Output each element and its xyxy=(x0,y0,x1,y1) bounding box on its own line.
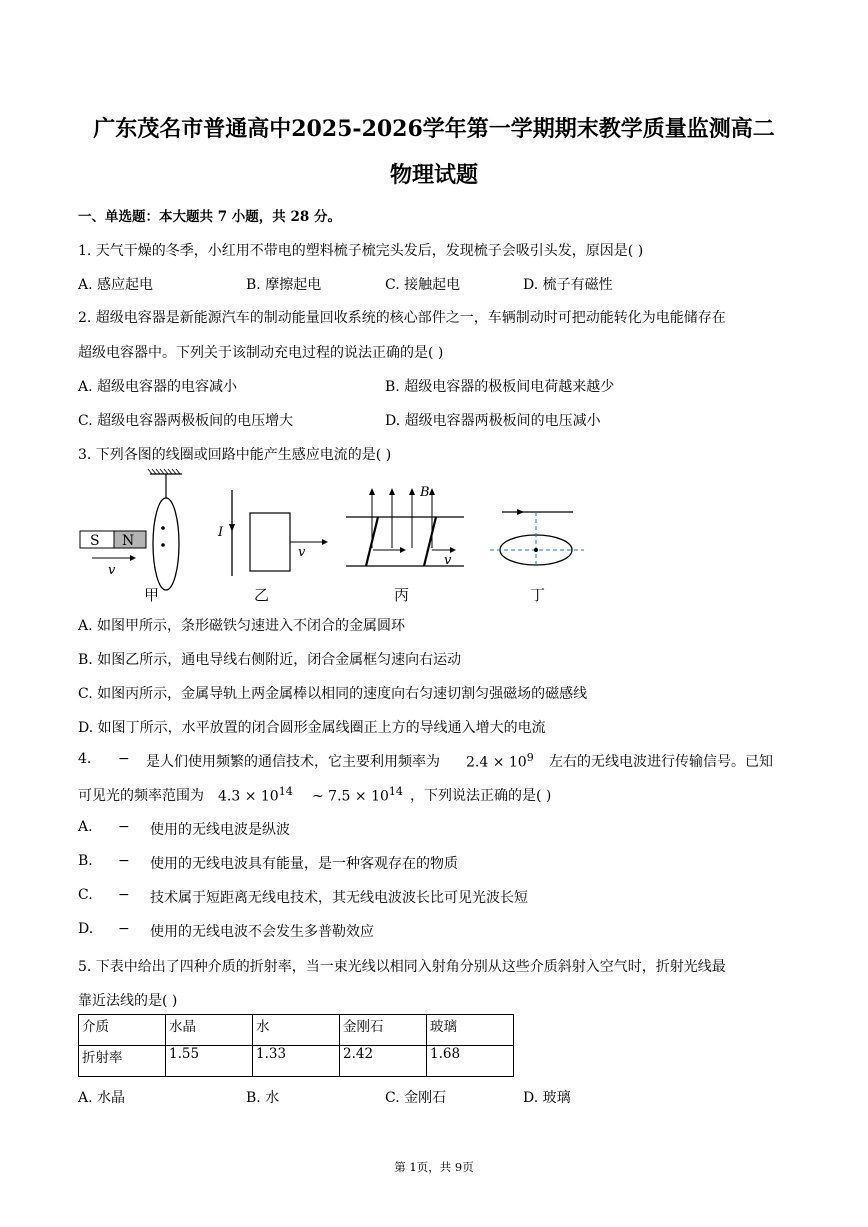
table-cell: 介质 xyxy=(79,1015,166,1046)
table-cell: 2.42 xyxy=(340,1046,427,1077)
question-4-number: 4. xyxy=(78,751,92,767)
question-3-figure xyxy=(70,468,600,610)
figure-jia xyxy=(80,469,182,604)
visible-light-high xyxy=(312,785,403,805)
high-base: ~ 7.5 × 10 xyxy=(312,788,389,805)
magnet-s-label: S xyxy=(90,533,100,549)
question-1-option-d: D. 梳子有磁性 xyxy=(523,277,613,293)
question-4-text-2: 左右的无线电波进行传输信号。已知 xyxy=(549,754,773,770)
section-heading: 一、单选题：本大题共 7 小题，共 28 分。 xyxy=(78,209,341,225)
question-5-stem-line2: 靠近法线的是( ) xyxy=(78,993,178,1009)
question-4-option-a: 使用的无线电波是纵波 xyxy=(150,822,290,838)
question-4-option-b-label: B. xyxy=(78,853,93,869)
caption-yi: 乙 xyxy=(254,586,270,604)
frequency-base: 2.4 × 10 xyxy=(466,754,527,771)
question-4-option-c-label: C. xyxy=(78,887,93,903)
question-4-option-d-dash: − xyxy=(118,921,130,937)
question-2-option-d: D. 超级电容器两极板间的电压减小 xyxy=(385,413,601,429)
question-4-text-4: ，下列说法正确的是( ) xyxy=(410,788,552,804)
question-4-option-a-dash: − xyxy=(118,819,130,835)
question-3-option-c: C. 如图丙所示，金属导轨上两金属棒以相同的速度向右匀速切割匀强磁场的磁感线 xyxy=(78,686,588,702)
table-cell: 玻璃 xyxy=(427,1015,514,1046)
table-cell: 折射率 xyxy=(79,1046,166,1077)
question-4-dash: − xyxy=(118,751,130,767)
question-2-option-b: B. 超级电容器的极板间电荷越来越少 xyxy=(385,379,615,395)
question-4-frequency xyxy=(466,751,534,771)
figure-bing xyxy=(346,485,464,604)
question-4-text-1: 是人们使用频繁的通信技术，它主要利用频率为 xyxy=(146,754,440,770)
question-4-option-a-label: A. xyxy=(78,819,93,835)
question-3-option-d: D. 如图丁所示，水平放置的闭合圆形金属线圈正上方的导线通入增大的电流 xyxy=(78,720,546,736)
table-cell: 1.55 xyxy=(166,1046,253,1077)
low-base: 4.3 × 10 xyxy=(218,788,279,805)
question-4-option-b-dash: − xyxy=(118,853,130,869)
field-label: B xyxy=(420,485,430,500)
table-row xyxy=(79,1015,514,1046)
table-cell: 金刚石 xyxy=(340,1015,427,1046)
question-5-stem-line1: 5. 下表中给出了四种介质的折射率，当一束光线以相同入射角分别从这些介质斜射入空气时，折射光线最 xyxy=(78,959,726,975)
table-row xyxy=(79,1046,514,1077)
question-1-option-a: A. 感应起电 xyxy=(78,277,154,293)
question-1-stem: 1. 天气干燥的冬季，小红用不带电的塑料梳子梳完头发后，发现梳子会吸引头发，原因是( ) xyxy=(78,243,644,259)
table-cell: 1.33 xyxy=(253,1046,340,1077)
question-2-stem-line1: 2. 超级电容器是新能源汽车的制动能量回收系统的核心部件之一，车辆制动时可把动能转化为电能储存在 xyxy=(78,310,726,326)
frequency-exponent: 9 xyxy=(526,751,534,764)
question-3-stem: 3. 下列各图的线圈或回路中能产生感应电流的是( ) xyxy=(78,447,392,463)
question-5-option-a: A. 水晶 xyxy=(78,1090,126,1106)
question-4-option-b: 使用的无线电波具有能量，是一种客观存在的物质 xyxy=(150,856,458,872)
velocity-label-jia: v xyxy=(108,563,116,578)
current-label: I xyxy=(218,525,224,540)
caption-jia: 甲 xyxy=(144,586,160,604)
page-footer: 第 1页，共 9页 xyxy=(394,1160,474,1174)
question-4-text-3: 可见光的频率范围为 xyxy=(78,788,204,804)
question-4-option-c: 技术属于短距离无线电技术，其无线电波波长比可见光波长短 xyxy=(150,890,528,906)
caption-bing: 丙 xyxy=(394,586,410,604)
question-3-option-b: B. 如图乙所示，通电导线右侧附近，闭合金属框匀速向右运动 xyxy=(78,652,462,668)
question-3-option-a: A. 如图甲所示，条形磁铁匀速进入不闭合的金属圆环 xyxy=(78,618,406,634)
question-5-option-c: C. 金刚石 xyxy=(385,1090,447,1106)
page-title: 广东茂名市普通高中2025-2026学年第一学期期末教学质量监测高二 xyxy=(93,116,775,142)
figure-ding xyxy=(490,509,584,604)
figure-yi xyxy=(217,490,328,604)
question-4-option-d-label: D. xyxy=(78,921,94,937)
page-subtitle: 物理试题 xyxy=(389,162,478,188)
question-5-option-b: B. 水 xyxy=(246,1090,280,1106)
table-cell: 水晶 xyxy=(166,1015,253,1046)
magnet-n-label: N xyxy=(122,533,135,549)
question-2-option-c: C. 超级电容器两极板间的电压增大 xyxy=(78,413,294,429)
question-2-option-a: A. 超级电容器的电容减小 xyxy=(78,379,238,395)
question-1-option-c: C. 接触起电 xyxy=(385,277,461,293)
low-exponent: 14 xyxy=(278,785,293,798)
high-exponent: 14 xyxy=(388,785,403,798)
question-4-option-c-dash: − xyxy=(118,887,130,903)
question-5-option-d: D. 玻璃 xyxy=(523,1090,571,1106)
velocity-label-bing: v xyxy=(444,553,452,568)
question-2-stem-line2: 超级电容器中。下列关于该制动充电过程的说法正确的是( ) xyxy=(78,345,444,361)
table-cell: 水 xyxy=(253,1015,340,1046)
caption-ding: 丁 xyxy=(530,586,546,604)
question-1-option-b: B. 摩擦起电 xyxy=(246,277,322,293)
velocity-label-yi: v xyxy=(298,545,306,560)
visible-light-low xyxy=(218,785,293,805)
question-4-option-d: 使用的无线电波不会发生多普勒效应 xyxy=(150,924,374,940)
table-cell: 1.68 xyxy=(427,1046,514,1077)
refractive-index-table xyxy=(78,1014,514,1077)
